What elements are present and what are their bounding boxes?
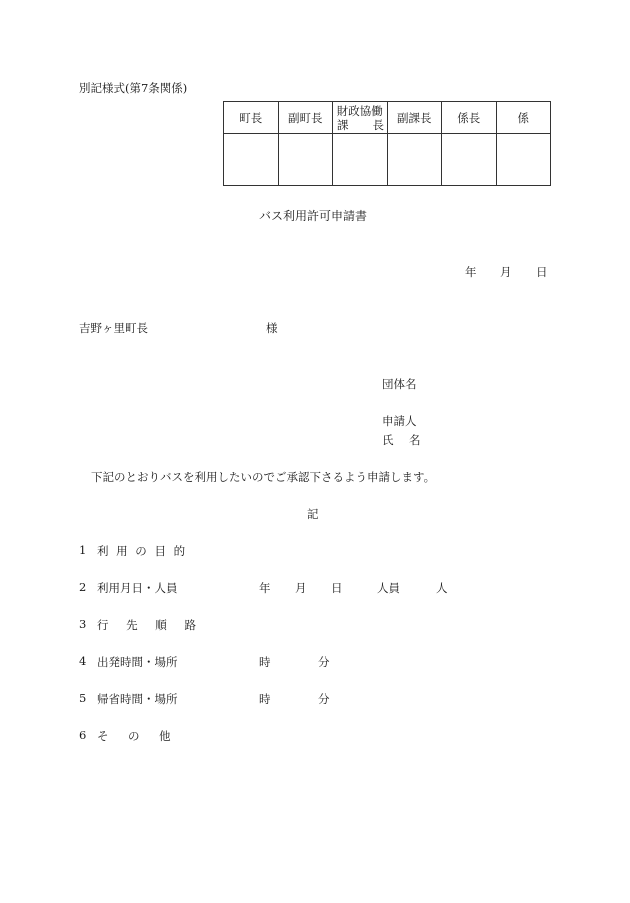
item-2-people-label: 人員 xyxy=(377,581,400,595)
item-3-label: 行 先 順 路 xyxy=(97,618,203,632)
item-6-label: そ の 他 xyxy=(97,729,175,743)
item-2-month: 月 xyxy=(295,581,307,595)
item-4-hour: 時 xyxy=(259,655,271,669)
approval-header-staff: 係 xyxy=(496,102,551,134)
group-name-label: 団体名 xyxy=(382,377,417,391)
approval-stamp-cell[interactable] xyxy=(333,134,388,186)
item-4-label: 出発時間・場所 xyxy=(97,655,178,669)
item-3-number: 3 xyxy=(79,617,87,631)
approval-stamp-cell[interactable] xyxy=(278,134,333,186)
approval-header-mayor: 町長 xyxy=(224,102,279,134)
approval-stamp-cell[interactable] xyxy=(387,134,442,186)
approval-stamp-cell[interactable] xyxy=(442,134,497,186)
item-1-number: 1 xyxy=(79,543,87,557)
item-1-label: 利 用 の 目 的 xyxy=(97,544,188,558)
approval-header-deputy-mayor: 副町長 xyxy=(278,102,333,134)
approval-stamp-table xyxy=(223,101,551,186)
date-day: 日 xyxy=(536,265,548,279)
item-2-people-unit: 人 xyxy=(436,581,448,595)
item-6-number: 6 xyxy=(79,728,87,742)
item-4-number: 4 xyxy=(79,654,87,668)
approval-stamp-cell[interactable] xyxy=(224,134,279,186)
addressee-name: 吉野ヶ里町長 xyxy=(79,321,148,335)
date-month: 月 xyxy=(500,265,512,279)
item-5-number: 5 xyxy=(79,691,87,705)
addressee-honorific: 様 xyxy=(266,321,278,335)
approval-header-chief: 係長 xyxy=(442,102,497,134)
approval-header-finance-chief: 財政協働 課 長 xyxy=(333,102,388,134)
document-title: バス利用許可申請書 xyxy=(259,209,368,223)
approval-header-deputy-section-chief: 副課長 xyxy=(387,102,442,134)
item-5-label: 帰省時間・場所 xyxy=(97,692,178,706)
body-text: 下記のとおりバスを利用したいのでご承認下さるよう申請します。 xyxy=(91,470,436,484)
item-5-minute: 分 xyxy=(318,692,330,706)
ki-heading: 記 xyxy=(307,507,319,521)
approval-stamp-cell[interactable] xyxy=(496,134,551,186)
date-year: 年 xyxy=(465,265,477,279)
item-4-minute: 分 xyxy=(318,655,330,669)
item-2-number: 2 xyxy=(79,580,87,594)
item-5-hour: 時 xyxy=(259,692,271,706)
item-2-year: 年 xyxy=(259,581,271,595)
applicant-name-label: 氏 名 xyxy=(382,433,423,447)
item-2-day: 日 xyxy=(331,581,343,595)
item-2-label: 利用月日・人員 xyxy=(97,581,178,595)
applicant-label: 申請人 xyxy=(382,414,417,428)
form-reference: 別記様式(第7条関係) xyxy=(79,81,188,95)
